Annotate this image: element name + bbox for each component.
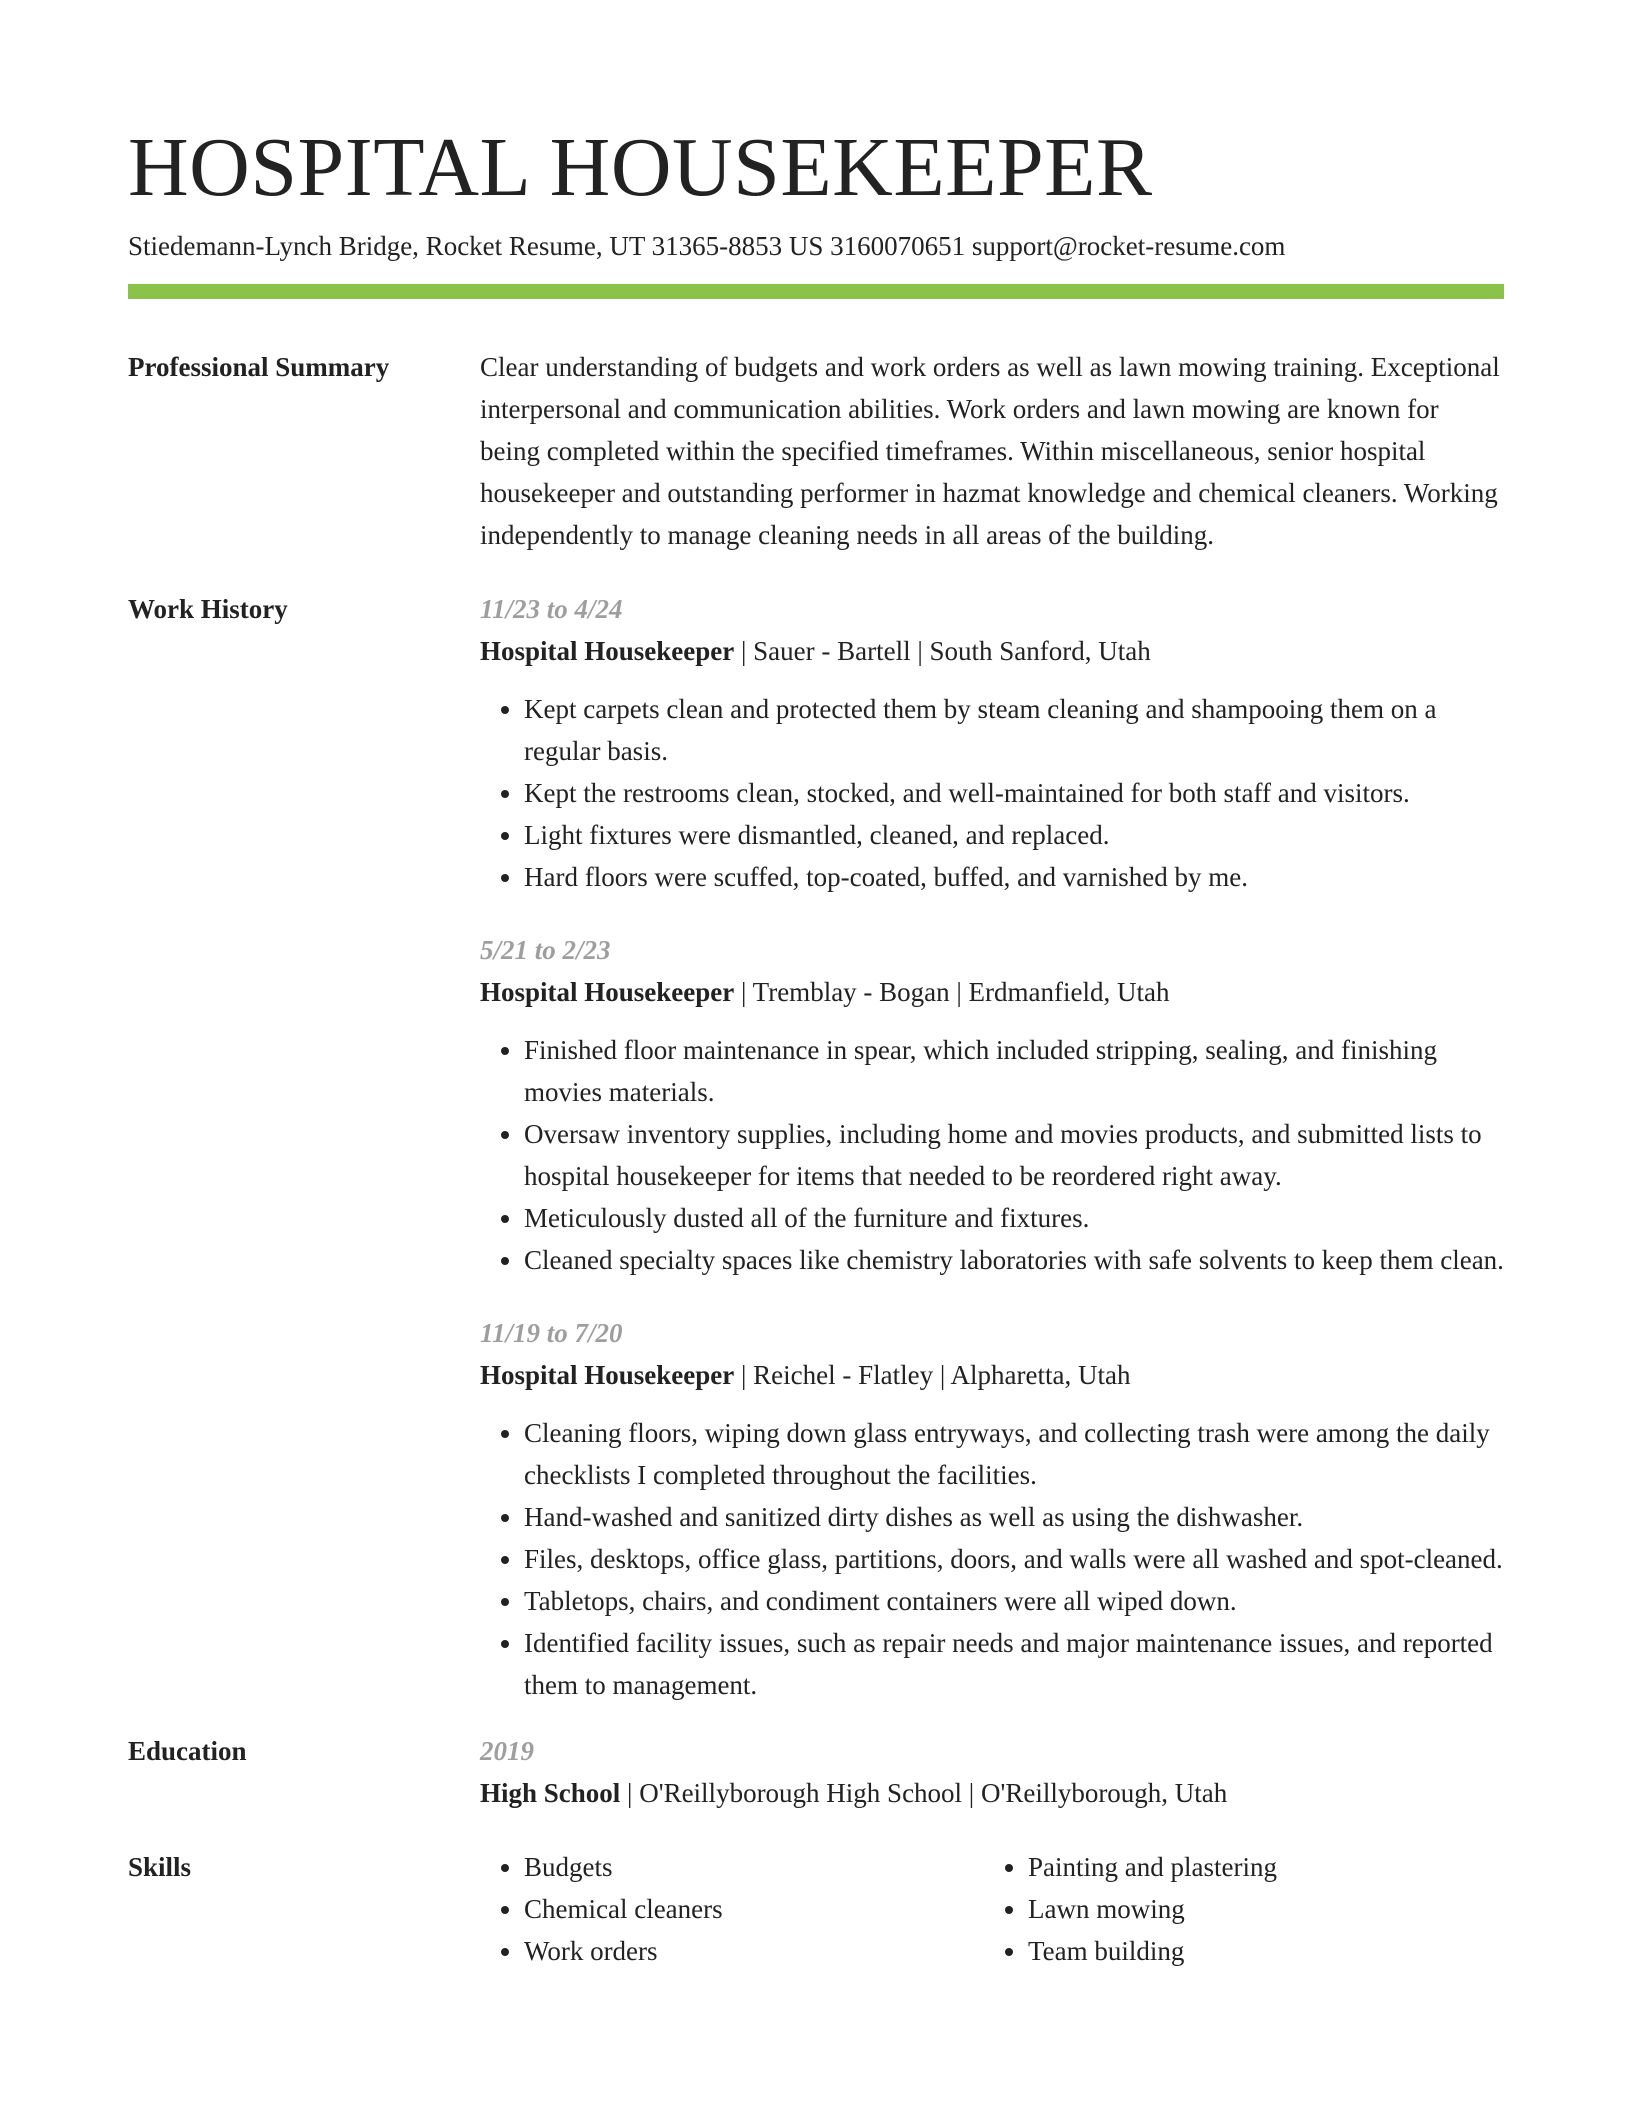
job-bullet: • Oversaw inventory supplies, including home and movies products, and submitted lists to hospital housekeeper for items that needed to be reordered right away. (524, 1113, 1504, 1197)
accent-divider (128, 284, 1504, 299)
job-bullet: • Kept the restrooms clean, stocked, and well-maintained for both staff and visitors. (524, 772, 1504, 814)
job-bullet: • Meticulously dusted all of the furniture and fixtures. (524, 1197, 1504, 1239)
job-bullet: • Tabletops, chairs, and condiment containers were all wiped down. (524, 1580, 1504, 1622)
skill-item: • Budgets (524, 1846, 984, 1888)
job-bullet: • Kept carpets clean and protected them by steam cleaning and shampooing them on a regular basis. (524, 688, 1504, 772)
summary-section (128, 346, 1504, 556)
skills-list-right (984, 1846, 1488, 1972)
job-bullet: • Hard floors were scuffed, top-coated, buffed, and varnished by me. (524, 856, 1504, 898)
education-section (128, 1730, 1504, 1814)
job-role-line (480, 1354, 1504, 1396)
skills-body (480, 1846, 1504, 1972)
education-details: | O'Reillyborough High School | O'Reillyborough, Utah (620, 1778, 1228, 1808)
skill-item: • Work orders (524, 1930, 984, 1972)
education-year: 2019 (480, 1736, 534, 1766)
skill-item: • Chemical cleaners (524, 1888, 984, 1930)
job-entry (480, 1312, 1504, 1706)
education-line (480, 1772, 1504, 1814)
resume-name: HOSPITAL HOUSEKEEPER (128, 121, 1153, 214)
job-title: Hospital Housekeeper (480, 1360, 735, 1390)
skill-item: • Lawn mowing (1028, 1888, 1488, 1930)
job-bullets (480, 688, 1504, 898)
job-entry (480, 929, 1504, 1281)
work-history-body (480, 588, 1504, 1706)
work-history-heading: Work History (128, 594, 288, 624)
contact-line: Stiedemann-Lynch Bridge, Rocket Resume, UT 31365-8853 US 3160070651 support@rocket-resume.com (128, 231, 1286, 261)
job-bullet: • Hand-washed and sanitized dirty dishes as well as using the dishwasher. (524, 1496, 1504, 1538)
education-degree: High School (480, 1778, 621, 1808)
job-bullet: • Cleaned specialty spaces like chemistry laboratories with safe solvents to keep them clean. (524, 1239, 1504, 1281)
skills-heading: Skills (128, 1852, 192, 1882)
job-details: | Sauer - Bartell | South Sanford, Utah (734, 636, 1151, 666)
job-role-line (480, 971, 1504, 1013)
skills-list-left (480, 1846, 984, 1972)
job-bullet: • Identified facility issues, such as repair needs and major maintenance issues, and reported them to management. (524, 1622, 1504, 1706)
job-bullet: • Finished floor maintenance in spear, which included stripping, sealing, and finishing movies materials. (524, 1029, 1504, 1113)
work-history-section (128, 588, 1504, 1706)
job-title: Hospital Housekeeper (480, 977, 735, 1007)
skill-item: • Team building (1028, 1930, 1488, 1972)
job-dates: 11/23 to 4/24 (480, 594, 623, 624)
summary-text: Clear understanding of budgets and work orders as well as lawn mowing training. Exceptional interpersonal and communication abilities. Work orders and lawn mowing are known for being completed within the specified timeframes. Within miscellaneous, senior hospital housekeeper and outstanding performer in hazmat knowledge and chemical cleaners. Working independently to manage cleaning needs in all areas of the building. (480, 352, 1500, 550)
skills-columns (480, 1846, 1504, 1972)
job-details: | Reichel - Flatley | Alpharetta, Utah (734, 1360, 1131, 1390)
summary-heading: Professional Summary (128, 352, 390, 382)
job-dates: 11/19 to 7/20 (480, 1318, 623, 1348)
job-title: Hospital Housekeeper (480, 636, 735, 666)
skills-section (128, 1846, 1504, 1972)
job-bullet: • Light fixtures were dismantled, cleaned, and replaced. (524, 814, 1504, 856)
education-body (480, 1730, 1504, 1814)
resume-page (128, 118, 1504, 1972)
job-role-line (480, 630, 1504, 672)
job-dates: 5/21 to 2/23 (480, 935, 611, 965)
job-details: | Tremblay - Bogan | Erdmanfield, Utah (734, 977, 1170, 1007)
skill-item: • Painting and plastering (1028, 1846, 1488, 1888)
job-bullet: • Files, desktops, office glass, partitions, doors, and walls were all washed and spot-cleaned. (524, 1538, 1504, 1580)
job-bullets (480, 1412, 1504, 1706)
job-bullet: • Cleaning floors, wiping down glass entryways, and collecting trash were among the daily checklists I completed throughout the facilities. (524, 1412, 1504, 1496)
job-entry (480, 588, 1504, 898)
job-bullets (480, 1029, 1504, 1281)
education-heading: Education (128, 1736, 247, 1766)
